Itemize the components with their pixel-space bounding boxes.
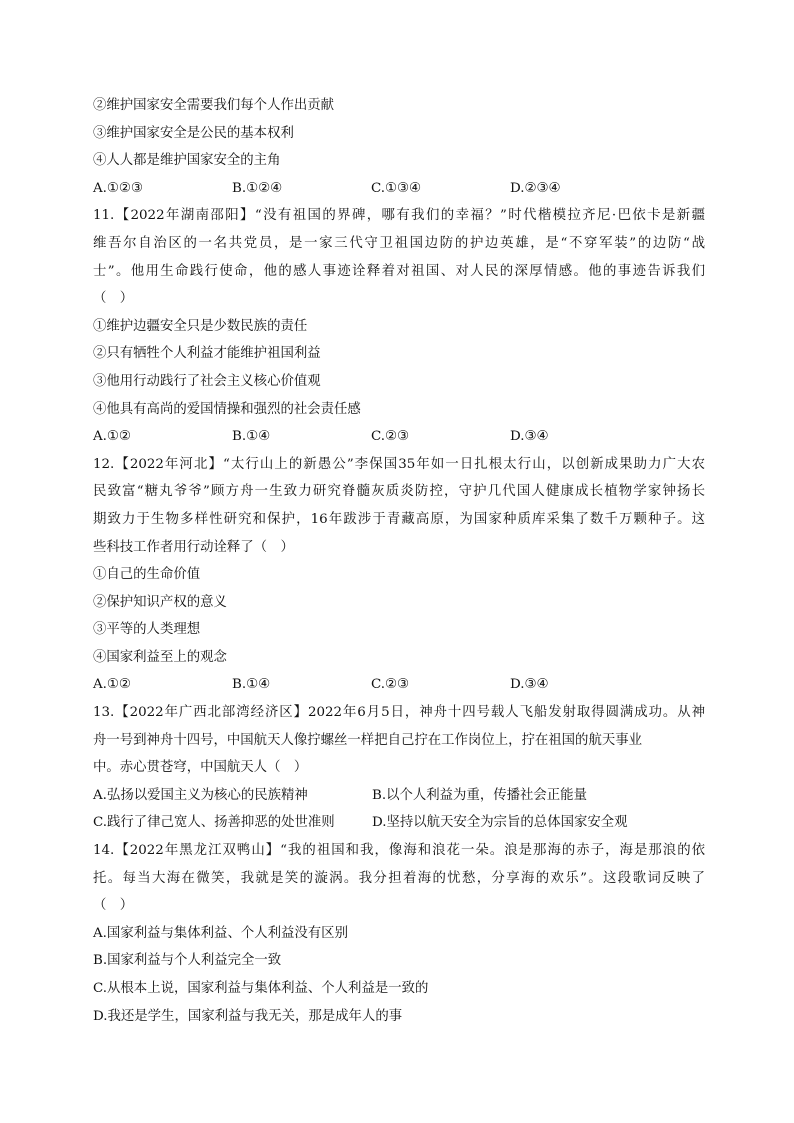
option-c: C.从根本上说，国家利益与集体利益、个人利益是一致的 — [93, 981, 429, 996]
option-c: C.①③④ — [371, 180, 422, 196]
option-a: A.弘扬以爱国主义为核心的民族精神 — [93, 787, 308, 803]
answer-options — [93, 175, 705, 203]
option-d: D.③④ — [510, 677, 549, 693]
question-text-line: 民致富“糖丸爷爷”顾方舟一生致力研究脊髓灰质炎防控，守护几代国人健康成长植物学家钟扬长 — [93, 484, 705, 500]
option-a: A.①② — [93, 677, 131, 693]
option-a: A.①② — [93, 429, 131, 445]
option-d: D.坚持以航天安全为宗旨的总体国家安全观 — [372, 815, 628, 831]
question-12 — [93, 451, 705, 699]
option-c: C.②③ — [371, 677, 410, 693]
question-text-line: 托。每当大海在微笑，我就是笑的漩涡。我分担着海的忧愁，分享海的欢乐”。这段歌词反映了 — [93, 870, 705, 886]
answer-options-row — [93, 809, 705, 837]
answer-options — [93, 671, 705, 699]
statement-2: ②只有牺牲个人利益才能维护祖国利益 — [93, 346, 321, 362]
option-b: B.国家利益与个人利益完全一致 — [93, 953, 282, 969]
option-d: D.我还是学生，国家利益与我无关，那是成年人的事 — [93, 1008, 403, 1024]
option-c: C.②③ — [371, 429, 410, 445]
option-b: B.以个人利益为重，传播社会正能量 — [372, 787, 587, 803]
option-d: D.③④ — [510, 429, 549, 445]
option-b: B.①④ — [232, 677, 271, 693]
statement-3: ③他用行动践行了社会主义核心价值观 — [93, 373, 321, 389]
question-text-line: 14.【2022年黑龙江双鸭山】“我的祖国和我，像海和浪花一朵。浪是那海的赤子，海是那浪的依 — [93, 843, 705, 859]
statement-4: ④他具有高尚的爱国情操和强烈的社会责任感 — [93, 401, 361, 417]
statement-3: ③维护国家安全是公民的基本权利 — [93, 125, 294, 141]
answer-blank: （ ） — [93, 898, 134, 914]
statement-4: ④国家利益至上的观念 — [93, 649, 227, 665]
option-d: D.②③④ — [510, 180, 561, 196]
question-text-line: 些科技工作者用行动诠释了（ ） — [93, 539, 294, 555]
question-text-line: 中。赤心贯苍穹，中国航天人（ ） — [93, 760, 308, 776]
option-a: A.①②③ — [93, 180, 143, 196]
answer-blank: （ ） — [93, 291, 134, 307]
option-c: C.践行了律己宽人、扬善抑恶的处世准则 — [93, 815, 335, 831]
question-text-line: 士”。他用生命践行使命，他的感人事迹诠释着对祖国、对人民的深厚情感。他的事迹告诉我们 — [93, 263, 705, 279]
question-text-line: 维吾尔自治区的一名共党员，是一家三代守卫祖国边防的护边英雄，是“不穿军装”的边防“战 — [93, 235, 705, 251]
option-b: B.①④ — [232, 429, 271, 445]
answer-options — [93, 423, 705, 451]
option-a: A.国家利益与集体利益、个人利益没有区别 — [93, 925, 348, 941]
question-14 — [93, 837, 705, 1030]
statement-2: ②维护国家安全需要我们每个人作出贡献 — [93, 98, 335, 113]
question-text-line: 11.【2022年湖南邵阳】“没有祖国的界碑，哪有我们的幸福？”时代楷模拉齐尼·巴依卡是新疆 — [93, 208, 705, 224]
answer-options-row — [93, 782, 705, 810]
option-b: B.①②④ — [232, 180, 283, 196]
statement-3: ③平等的人类理想 — [93, 622, 201, 638]
statement-4: ④人人都是维护国家安全的主角 — [93, 153, 281, 169]
question-text-line: 13.【2022年广西北部湾经济区】2022年6月5日，神舟十四号载人飞船发射取得圆满成功。从神 — [93, 705, 705, 721]
question-text-line: 12.【2022年河北】“太行山上的新愚公”李保国35年如一日扎根太行山，以创新成果助力广大农 — [93, 456, 705, 472]
question-13 — [93, 699, 705, 837]
page-content — [93, 92, 705, 1030]
statement-2: ②保护知识产权的意义 — [93, 594, 227, 610]
question-text-line: 舟一号到神舟十四号，中国航天人像拧螺丝一样把自己拧在工作岗位上，拧在祖国的航天事业 — [93, 732, 643, 748]
question-text-line: 期致力于生物多样性研究和保护，16年跋涉于青藏高原，为国家种质库采集了数千万颗种子。这 — [93, 511, 705, 527]
statement-1: ①自己的生命价值 — [93, 567, 201, 583]
question-11 — [93, 202, 705, 450]
statement-1: ①维护边疆安全只是少数民族的责任 — [93, 318, 308, 334]
